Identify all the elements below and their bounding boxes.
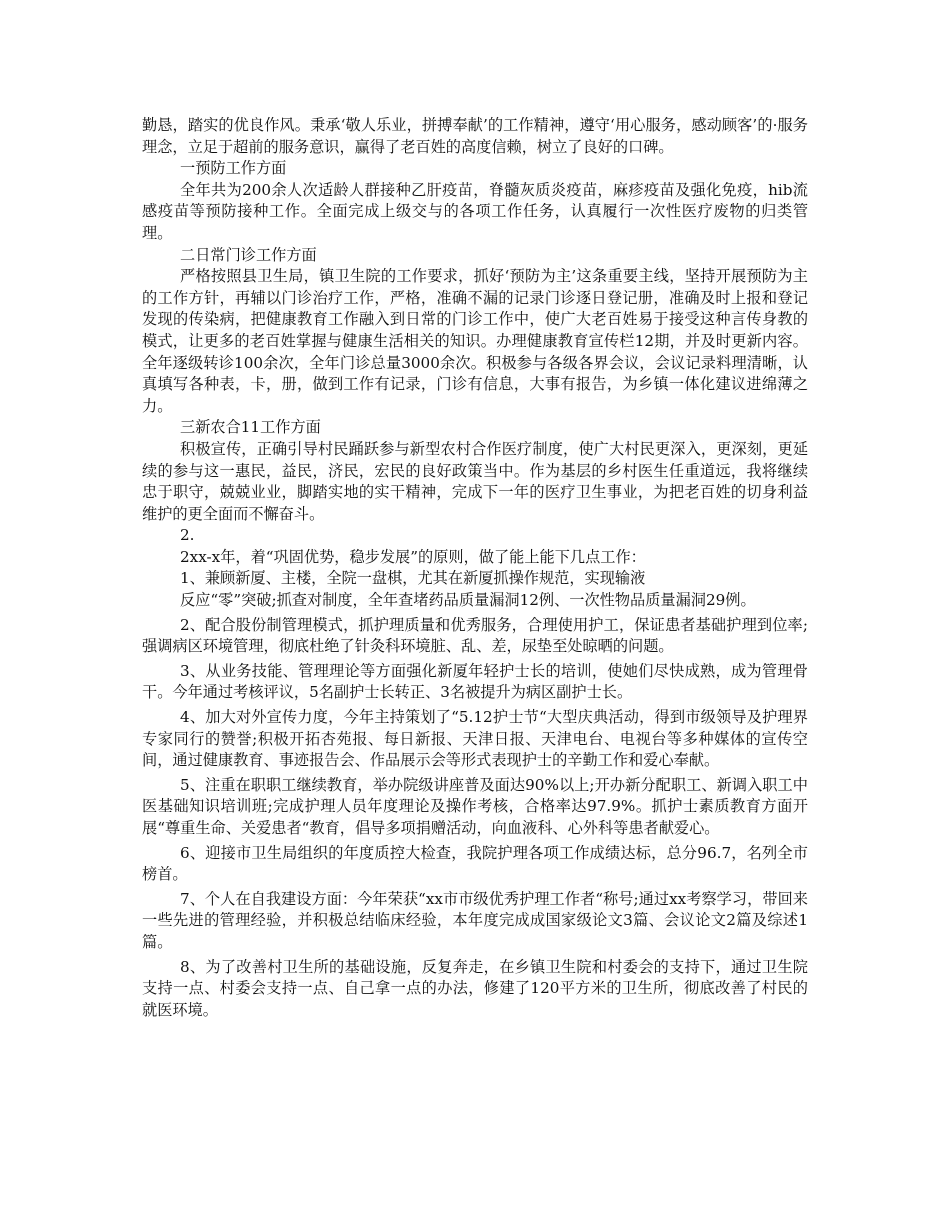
paragraph-cooperative-medical: 积极宣传，正确引导村民踊跃参与新型农村合作医疗制度，使广大村民更深入，更深刻，更延续的参与这一惠民，益民，济民，宏民的良好政策当中。作为基层的乡村医生任重道远，我将继续忠于职守，兢兢业业，脚踏实地的实干精神，完成下一年的医疗卫生事业，为把老百姓的切身利益维护的更全面而不懈奋斗。 xyxy=(142,439,808,523)
list-item-5: 5、注重在职职工继续教育，举办院级讲座普及面达90%以上;开办新分配职工、新调入职工中医基础知识培训班;完成护理人员年度理论及操作考核，合格率达97.9%。抓护士素质教育方面开展“尊重生命、关爱患者“教育，倡导多项捐赠活动，向血液科、心外科等患者献爱心。 xyxy=(142,775,808,837)
paragraph-year-intro: 2xx-x年，着“巩固优势，稳步发展”的原则，做了能上能下几点工作： xyxy=(180,547,646,566)
section-number: 2. xyxy=(180,526,195,545)
list-item-3: 3、从业务技能、管理理论等方面强化新厦年轻护士长的培训，使她们尽快成熟，成为管理骨干。今年通过考核评议，5名副护士长转正、3名被提升为病区副护士长。 xyxy=(142,661,808,702)
section-heading-outpatient: 二日常门诊工作方面 xyxy=(180,245,317,264)
list-item-1: 1、兼顾新厦、主楼，全院一盘棋，尤其在新厦抓操作规范，实现输液 xyxy=(180,569,646,588)
paragraph-opening: 勤恳，踏实的优良作风。秉承‘敬人乐业，拼搏奉献’的工作精神，遵守‘用心服务，感动顾客’的·服务理念，立足于超前的服务意识，赢得了老百姓的高度信赖，树立了良好的口碑。 xyxy=(142,116,808,156)
section-heading-prevention: 一预防工作方面 xyxy=(180,159,287,178)
list-item-1-continued: 反应“零”突破;抓查对制度，全年查堵药品质量漏洞12例、一次性物品质量漏洞29例。 xyxy=(180,591,756,610)
paragraph-prevention: 全年共为200余人次适龄人群接种乙肝疫苗，脊髓灰质炎疫苗，麻疹疫苗及强化免疫，hib流感疫苗等预防接种工作。全面完成上级交与的各项工作任务，认真履行一次性医疗废物的归类管理。 xyxy=(142,180,808,242)
list-item-7: 7、个人在自我建设方面：今年荣获“xx市市级优秀护理工作者“称号;通过xx考察学习，带回来一些先进的管理经验，并积极总结临床经验，本年度完成成国家级论文3篇、会议论文2篇及综述1篇。 xyxy=(142,889,808,951)
list-item-6: 6、迎接市卫生局组织的年度质控大检查，我院护理各项工作成绩达标，总分96.7，名列全市榜首。 xyxy=(142,843,808,884)
section-heading-cooperative-medical: 三新农合11工作方面 xyxy=(180,418,321,437)
list-item-4: 4、加大对外宣传力度，今年主持策划了“5.12护士节“大型庆典活动，得到市级领导及护理界专家同行的赞誉;积极开拓杏苑报、每日新报、天津日报、天津电台、电视台等多种媒体的宣传空间，通过健康教育、事迹报告会、作品展示会等形式表现护士的辛勤工作和爱心奉献。 xyxy=(142,708,808,770)
list-item-2: 2、配合股份制管理模式，抓护理质量和优秀服务，合理使用护工，保证患者基础护理到位率;强调病区环境管理，彻底杜绝了针灸科环境脏、乱、差，尿垫至处晾晒的问题。 xyxy=(142,615,808,656)
paragraph-outpatient: 严格按照县卫生局，镇卫生院的工作要求，抓好‘预防为主’这条重要主线，坚持开展预防为主的工作方针，再辅以门诊治疗工作，严格，准确不漏的记录门诊逐日登记册，准确及时上报和登记发现的传染病，把健康教育工作融入到日常的门诊工作中，使广大老百姓易于接受这种言传身教的模式，让更多的老百姓掌握与健康生活相关的知识。办理健康教育宣传栏12期，并及时更新内容。全年逐级转诊100余次，全年门诊总量3000余次。积极参与各级各界会议，会议记录料理清晰，认真填写各种表，卡，册，做到工作有记录，门诊有信息，大事有报告，为乡镇一体化建议进绵薄之力。 xyxy=(142,267,808,415)
list-item-8: 8、为了改善村卫生所的基础设施，反复奔走，在乡镇卫生院和村委会的支持下，通过卫生院支持一点、村委会支持一点、自己拿一点的办法，修建了120平方米的卫生所，彻底改善了村民的就医环境。 xyxy=(142,957,808,1019)
